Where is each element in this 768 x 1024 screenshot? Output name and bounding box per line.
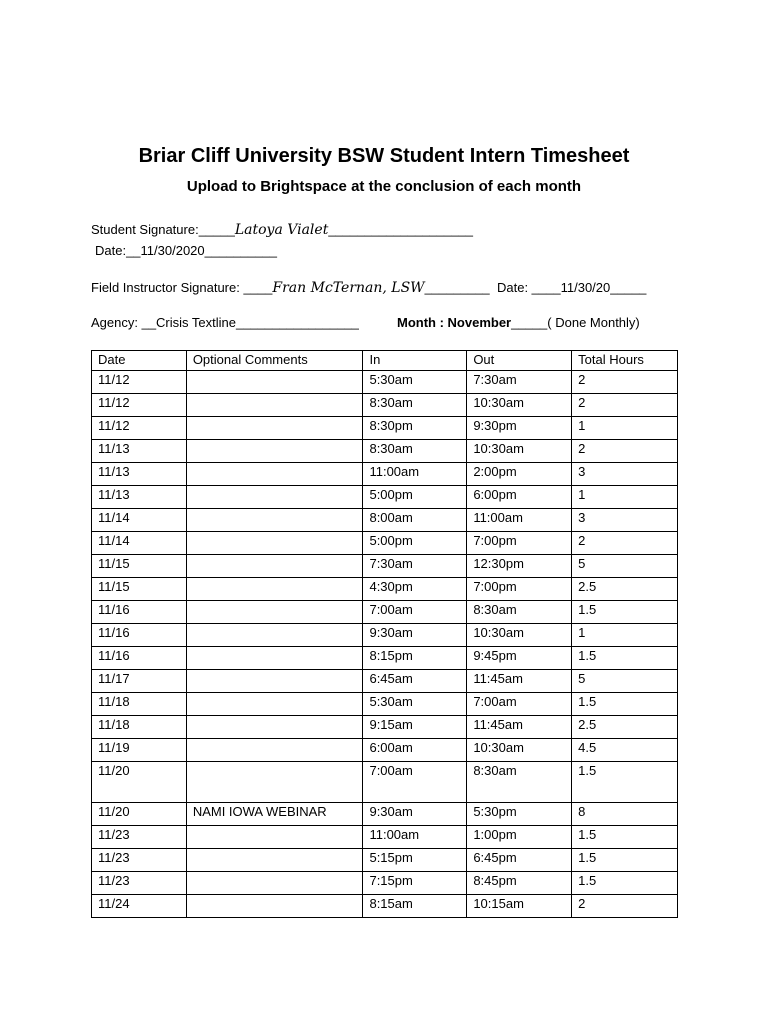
cell-in: 7:15pm <box>363 872 467 895</box>
cell-date: 11/23 <box>92 826 187 849</box>
table-row <box>92 826 678 849</box>
cell-date: 11/16 <box>92 601 187 624</box>
cell-in: 5:30am <box>363 371 467 394</box>
cell-date: 11/13 <box>92 486 187 509</box>
cell-out: 8:45pm <box>467 872 572 895</box>
cell-date: 11/16 <box>92 647 187 670</box>
cell-comments <box>186 394 363 417</box>
cell-date: 11/18 <box>92 693 187 716</box>
cell-date: 11/19 <box>92 739 187 762</box>
cell-total-hours: 3 <box>572 463 678 486</box>
instructor-date-label: Date: ____ <box>497 280 561 295</box>
cell-comments <box>186 440 363 463</box>
cell-date: 11/24 <box>92 895 187 918</box>
cell-comments <box>186 739 363 762</box>
instructor-signature-line <box>91 280 490 296</box>
month-label: Month : November <box>397 315 512 330</box>
cell-total-hours: 1.5 <box>572 826 678 849</box>
cell-total-hours: 2 <box>572 895 678 918</box>
cell-comments: NAMI IOWA WEBINAR <box>186 803 363 826</box>
cell-comments <box>186 624 363 647</box>
cell-total-hours: 5 <box>572 555 678 578</box>
cell-in: 8:30pm <box>363 417 467 440</box>
cell-total-hours: 1.5 <box>572 872 678 895</box>
agency-underline: _________________ <box>236 315 359 330</box>
cell-in: 6:45am <box>363 670 467 693</box>
table-row <box>92 693 678 716</box>
cell-comments <box>186 647 363 670</box>
cell-total-hours: 5 <box>572 670 678 693</box>
table-row <box>92 532 678 555</box>
cell-comments <box>186 670 363 693</box>
cell-date: 11/12 <box>92 394 187 417</box>
cell-in: 4:30pm <box>363 578 467 601</box>
table-row <box>92 601 678 624</box>
cell-comments <box>186 716 363 739</box>
table-row <box>92 624 678 647</box>
table-row <box>92 872 678 895</box>
cell-in: 11:00am <box>363 826 467 849</box>
cell-comments <box>186 895 363 918</box>
timesheet-table <box>91 350 678 918</box>
cell-date: 11/17 <box>92 670 187 693</box>
cell-total-hours: 1.5 <box>572 601 678 624</box>
cell-out: 12:30pm <box>467 555 572 578</box>
cell-comments <box>186 601 363 624</box>
cell-in: 8:30am <box>363 394 467 417</box>
cell-date: 11/12 <box>92 371 187 394</box>
cell-total-hours: 8 <box>572 803 678 826</box>
table-row <box>92 739 678 762</box>
cell-out: 7:00pm <box>467 532 572 555</box>
cell-date: 11/23 <box>92 872 187 895</box>
cell-total-hours: 4.5 <box>572 739 678 762</box>
table-row <box>92 849 678 872</box>
cell-out: 10:30am <box>467 394 572 417</box>
cell-out: 7:30am <box>467 371 572 394</box>
cell-out: 11:45am <box>467 670 572 693</box>
cell-in: 8:15pm <box>363 647 467 670</box>
table-header-row <box>92 351 678 371</box>
table-row <box>92 647 678 670</box>
cell-out: 2:00pm <box>467 463 572 486</box>
month-note: _____( Done Monthly) <box>511 315 640 330</box>
cell-date: 11/20 <box>92 803 187 826</box>
cell-out: 11:00am <box>467 509 572 532</box>
cell-date: 11/14 <box>92 532 187 555</box>
cell-total-hours: 2.5 <box>572 716 678 739</box>
cell-date: 11/20 <box>92 762 187 803</box>
cell-in: 8:15am <box>363 895 467 918</box>
student-date-line <box>95 243 277 258</box>
cell-total-hours: 1.5 <box>572 849 678 872</box>
agency-label: Agency: __ <box>91 315 157 330</box>
cell-out: 1:00pm <box>467 826 572 849</box>
cell-comments <box>186 693 363 716</box>
student-signature-line <box>91 222 473 238</box>
table-row <box>92 371 678 394</box>
cell-total-hours: 1 <box>572 486 678 509</box>
instructor-date-underline: _____ <box>610 280 647 295</box>
cell-comments <box>186 532 363 555</box>
cell-total-hours: 2 <box>572 394 678 417</box>
cell-total-hours: 1 <box>572 417 678 440</box>
cell-comments <box>186 371 363 394</box>
cell-in: 9:30am <box>363 803 467 826</box>
cell-out: 8:30am <box>467 601 572 624</box>
cell-date: 11/23 <box>92 849 187 872</box>
student-signature-underline: ____________________ <box>328 222 473 237</box>
cell-total-hours: 2 <box>572 532 678 555</box>
header-total-hours: Total Hours <box>572 351 678 371</box>
table-row <box>92 394 678 417</box>
student-date-label: Date:__ <box>95 243 141 258</box>
cell-total-hours: 2 <box>572 371 678 394</box>
cell-total-hours: 1 <box>572 624 678 647</box>
cell-in: 7:00am <box>363 762 467 803</box>
cell-date: 11/15 <box>92 578 187 601</box>
cell-comments <box>186 578 363 601</box>
instructor-signature: Fran McTernan, LSW <box>272 280 425 296</box>
table-body <box>92 371 678 918</box>
cell-out: 9:45pm <box>467 647 572 670</box>
instructor-signature-underline: _________ <box>424 280 490 295</box>
cell-in: 5:00pm <box>363 532 467 555</box>
instructor-date-value: 11/30/20 <box>560 280 611 295</box>
cell-total-hours: 1.5 <box>572 647 678 670</box>
instructor-signature-label: Field Instructor Signature: ____ <box>91 280 273 295</box>
cell-in: 8:30am <box>363 440 467 463</box>
table-row <box>92 716 678 739</box>
cell-date: 11/12 <box>92 417 187 440</box>
table-row <box>92 440 678 463</box>
cell-comments <box>186 762 363 803</box>
header-date: Date <box>92 351 187 371</box>
cell-in: 5:15pm <box>363 849 467 872</box>
cell-in: 5:00pm <box>363 486 467 509</box>
cell-comments <box>186 826 363 849</box>
table-row <box>92 578 678 601</box>
cell-in: 6:00am <box>363 739 467 762</box>
table-row <box>92 486 678 509</box>
header-in: In <box>363 351 467 371</box>
table-row <box>92 803 678 826</box>
cell-date: 11/13 <box>92 463 187 486</box>
cell-comments <box>186 486 363 509</box>
instructor-date-line <box>497 280 646 295</box>
cell-out: 9:30pm <box>467 417 572 440</box>
cell-out: 7:00am <box>467 693 572 716</box>
cell-comments <box>186 872 363 895</box>
cell-out: 6:00pm <box>467 486 572 509</box>
cell-in: 9:15am <box>363 716 467 739</box>
cell-out: 7:00pm <box>467 578 572 601</box>
agency-value: Crisis Textline <box>156 315 236 330</box>
table-row <box>92 555 678 578</box>
cell-comments <box>186 463 363 486</box>
cell-date: 11/13 <box>92 440 187 463</box>
cell-out: 6:45pm <box>467 849 572 872</box>
table-row <box>92 762 678 803</box>
cell-out: 8:30am <box>467 762 572 803</box>
student-date-value: 11/30/2020 <box>140 243 205 258</box>
month-line <box>397 315 640 330</box>
cell-comments <box>186 555 363 578</box>
table-row <box>92 895 678 918</box>
table-row <box>92 670 678 693</box>
cell-out: 10:30am <box>467 739 572 762</box>
cell-date: 11/15 <box>92 555 187 578</box>
cell-in: 7:30am <box>363 555 467 578</box>
cell-in: 9:30am <box>363 624 467 647</box>
cell-total-hours: 1.5 <box>572 762 678 803</box>
cell-date: 11/18 <box>92 716 187 739</box>
cell-date: 11/14 <box>92 509 187 532</box>
cell-in: 5:30am <box>363 693 467 716</box>
cell-out: 10:30am <box>467 440 572 463</box>
cell-out: 10:15am <box>467 895 572 918</box>
cell-total-hours: 2.5 <box>572 578 678 601</box>
cell-total-hours: 1.5 <box>572 693 678 716</box>
cell-in: 7:00am <box>363 601 467 624</box>
student-date-underline: __________ <box>204 243 277 258</box>
cell-comments <box>186 509 363 532</box>
cell-total-hours: 2 <box>572 440 678 463</box>
student-signature: Latoya Vialet <box>234 222 329 238</box>
table-row <box>92 417 678 440</box>
agency-line <box>91 315 359 330</box>
cell-out: 11:45am <box>467 716 572 739</box>
cell-in: 11:00am <box>363 463 467 486</box>
header-out: Out <box>467 351 572 371</box>
table-row <box>92 463 678 486</box>
timesheet-title: Briar Cliff University BSW Student Intern Timesheet <box>138 145 630 167</box>
cell-in: 8:00am <box>363 509 467 532</box>
header-comments: Optional Comments <box>186 351 363 371</box>
timesheet-subtitle: Upload to Brightspace at the conclusion of each month <box>186 178 582 195</box>
cell-out: 5:30pm <box>467 803 572 826</box>
student-signature-label: Student Signature:_____ <box>91 222 235 237</box>
table-row <box>92 509 678 532</box>
cell-date: 11/16 <box>92 624 187 647</box>
cell-comments <box>186 849 363 872</box>
cell-comments <box>186 417 363 440</box>
cell-out: 10:30am <box>467 624 572 647</box>
cell-total-hours: 3 <box>572 509 678 532</box>
